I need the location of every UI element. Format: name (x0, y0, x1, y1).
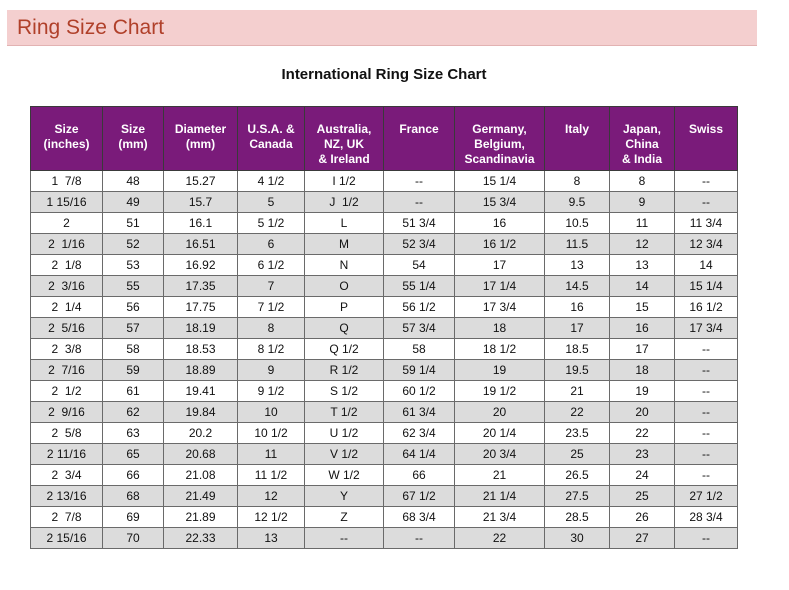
table-cell: O (305, 276, 384, 297)
table-cell: 23.5 (545, 423, 610, 444)
table-cell: 60 1/2 (384, 381, 455, 402)
table-row (31, 507, 738, 528)
table-cell: 10 1/2 (238, 423, 305, 444)
table-cell: -- (675, 360, 738, 381)
table-row (31, 213, 738, 234)
table-cell: 55 (103, 276, 164, 297)
table-cell: 23 (610, 444, 675, 465)
table-cell: 11 3/4 (675, 213, 738, 234)
table-row (31, 297, 738, 318)
table-row (31, 402, 738, 423)
table-cell: -- (675, 339, 738, 360)
table-cell: 2 5/16 (31, 318, 103, 339)
table-cell: 12 1/2 (238, 507, 305, 528)
table-cell: 28.5 (545, 507, 610, 528)
table-cell: 12 (238, 486, 305, 507)
table-cell: 26 (610, 507, 675, 528)
table-cell: 5 (238, 192, 305, 213)
table-cell: 19 1/2 (455, 381, 545, 402)
table-cell: 11 (238, 444, 305, 465)
table-cell: 8 1/2 (238, 339, 305, 360)
table-cell: 18.53 (164, 339, 238, 360)
table-cell: 62 3/4 (384, 423, 455, 444)
table-body (31, 171, 738, 549)
table-cell: -- (305, 528, 384, 549)
table-cell: 9 (610, 192, 675, 213)
table-header-row (31, 107, 738, 171)
table-cell: 49 (103, 192, 164, 213)
table-cell: 8 (610, 171, 675, 192)
table-cell: 18.5 (545, 339, 610, 360)
table-cell: 68 3/4 (384, 507, 455, 528)
table-cell: 56 (103, 297, 164, 318)
table-cell: 16 1/2 (675, 297, 738, 318)
table-cell: 27 1/2 (675, 486, 738, 507)
table-cell: 56 1/2 (384, 297, 455, 318)
table-cell: 17 3/4 (675, 318, 738, 339)
table-cell: 2 9/16 (31, 402, 103, 423)
table-row (31, 192, 738, 213)
table-cell: 69 (103, 507, 164, 528)
table-cell: 58 (384, 339, 455, 360)
table-cell: 21 (545, 381, 610, 402)
table-cell: 54 (384, 255, 455, 276)
chart-title: International Ring Size Chart (281, 66, 487, 83)
table-cell: 30 (545, 528, 610, 549)
table-cell: 58 (103, 339, 164, 360)
table-cell: -- (384, 171, 455, 192)
table-cell: 16 1/2 (455, 234, 545, 255)
table-cell: 48 (103, 171, 164, 192)
table-cell: 18 (455, 318, 545, 339)
col-header-size-inches: Size (inches) (31, 107, 103, 171)
table-cell: 2 13/16 (31, 486, 103, 507)
table-cell: 15.7 (164, 192, 238, 213)
table-cell: 25 (545, 444, 610, 465)
table-cell: Q (305, 318, 384, 339)
table-cell: 16.92 (164, 255, 238, 276)
table-cell: 68 (103, 486, 164, 507)
table-row (31, 360, 738, 381)
table-cell: -- (675, 465, 738, 486)
table-cell: 17 (545, 318, 610, 339)
table-cell: 14 (610, 276, 675, 297)
table-cell: 10.5 (545, 213, 610, 234)
table-cell: 21.08 (164, 465, 238, 486)
table-cell: 21 3/4 (455, 507, 545, 528)
table-cell: 15 (610, 297, 675, 318)
table-row (31, 528, 738, 549)
table-cell: 9 (238, 360, 305, 381)
table-cell: -- (675, 192, 738, 213)
table-cell: 62 (103, 402, 164, 423)
table-cell: 22 (545, 402, 610, 423)
table-cell: 27 (610, 528, 675, 549)
table-cell: W 1/2 (305, 465, 384, 486)
table-cell: 6 1/2 (238, 255, 305, 276)
table-cell: 21.49 (164, 486, 238, 507)
table-cell: 11 (610, 213, 675, 234)
table-cell: 27.5 (545, 486, 610, 507)
table-cell: 20.68 (164, 444, 238, 465)
table-cell: 1 7/8 (31, 171, 103, 192)
table-row (31, 255, 738, 276)
table-cell: 18 1/2 (455, 339, 545, 360)
table-cell: 13 (238, 528, 305, 549)
table-cell: 8 (545, 171, 610, 192)
header-bar (7, 10, 757, 46)
table-cell: 65 (103, 444, 164, 465)
col-header-australia-uk: Australia, NZ, UK & Ireland (305, 107, 384, 171)
table-cell: 2 15/16 (31, 528, 103, 549)
table-cell: 17 (455, 255, 545, 276)
table-cell: L (305, 213, 384, 234)
table-row (31, 381, 738, 402)
table-cell: 15 1/4 (675, 276, 738, 297)
table-cell: S 1/2 (305, 381, 384, 402)
table-cell: 2 1/8 (31, 255, 103, 276)
table-cell: 2 1/2 (31, 381, 103, 402)
table-cell: 15 3/4 (455, 192, 545, 213)
table-cell: 21 (455, 465, 545, 486)
ring-size-table (30, 106, 738, 549)
table-cell: 17.35 (164, 276, 238, 297)
table-cell: 51 (103, 213, 164, 234)
table-cell: 59 1/4 (384, 360, 455, 381)
table-cell: 2 5/8 (31, 423, 103, 444)
table-cell: 2 3/8 (31, 339, 103, 360)
table-cell: 19 (455, 360, 545, 381)
table-cell: 19.5 (545, 360, 610, 381)
table-cell: 16 (610, 318, 675, 339)
table-cell: N (305, 255, 384, 276)
table-cell: 70 (103, 528, 164, 549)
col-header-japan: Japan, China & India (610, 107, 675, 171)
table-cell: 20 (610, 402, 675, 423)
table-cell: 66 (384, 465, 455, 486)
table-cell: 22 (455, 528, 545, 549)
table-cell: 19 (610, 381, 675, 402)
col-header-germany: Germany, Belgium, Scandinavia (455, 107, 545, 171)
col-header-diameter: Diameter (mm) (164, 107, 238, 171)
table-cell: 64 1/4 (384, 444, 455, 465)
col-header-italy: Italy (545, 107, 610, 171)
table-cell: 7 (238, 276, 305, 297)
col-header-france: France (384, 107, 455, 171)
table-cell: 4 1/2 (238, 171, 305, 192)
table-cell: 13 (545, 255, 610, 276)
table-cell: 24 (610, 465, 675, 486)
table-cell: 18 (610, 360, 675, 381)
table-cell: -- (675, 444, 738, 465)
table-row (31, 423, 738, 444)
table-cell: 5 1/2 (238, 213, 305, 234)
table-cell: 7 1/2 (238, 297, 305, 318)
table-cell: 15 1/4 (455, 171, 545, 192)
table-cell: Y (305, 486, 384, 507)
table-cell: 2 3/16 (31, 276, 103, 297)
table-cell: 2 (31, 213, 103, 234)
table-cell: 22.33 (164, 528, 238, 549)
table-cell: 16.51 (164, 234, 238, 255)
table-cell: 57 3/4 (384, 318, 455, 339)
table-cell: 22 (610, 423, 675, 444)
table-cell: -- (675, 528, 738, 549)
table-cell: 18.19 (164, 318, 238, 339)
table-cell: 20 3/4 (455, 444, 545, 465)
table-row (31, 444, 738, 465)
table-cell: 17.75 (164, 297, 238, 318)
table-cell: 2 11/16 (31, 444, 103, 465)
table-cell: -- (384, 528, 455, 549)
table-cell: 55 1/4 (384, 276, 455, 297)
table-cell: 19.84 (164, 402, 238, 423)
table-cell: M (305, 234, 384, 255)
col-header-size-mm: Size (mm) (103, 107, 164, 171)
table-cell: 52 3/4 (384, 234, 455, 255)
table-cell: U 1/2 (305, 423, 384, 444)
table-cell: 16 (545, 297, 610, 318)
table-row (31, 486, 738, 507)
table-cell: 20 (455, 402, 545, 423)
table-cell: 6 (238, 234, 305, 255)
table-cell: -- (675, 171, 738, 192)
table-cell: 28 3/4 (675, 507, 738, 528)
table-cell: P (305, 297, 384, 318)
table-cell: 13 (610, 255, 675, 276)
table-cell: -- (675, 402, 738, 423)
table-cell: 2 1/16 (31, 234, 103, 255)
table-row (31, 234, 738, 255)
table-cell: 61 3/4 (384, 402, 455, 423)
table-cell: 10 (238, 402, 305, 423)
table-row (31, 465, 738, 486)
table-cell: -- (675, 423, 738, 444)
table-cell: 16.1 (164, 213, 238, 234)
table-cell: 63 (103, 423, 164, 444)
table-cell: 52 (103, 234, 164, 255)
table-cell: 2 1/4 (31, 297, 103, 318)
table-row (31, 318, 738, 339)
table-cell: Q 1/2 (305, 339, 384, 360)
table-cell: -- (675, 381, 738, 402)
table-cell: 19.41 (164, 381, 238, 402)
table-cell: Z (305, 507, 384, 528)
table-cell: 53 (103, 255, 164, 276)
table-cell: R 1/2 (305, 360, 384, 381)
table-cell: 57 (103, 318, 164, 339)
table-cell: 67 1/2 (384, 486, 455, 507)
table-cell: 14.5 (545, 276, 610, 297)
table-cell: 59 (103, 360, 164, 381)
table-cell: 2 3/4 (31, 465, 103, 486)
table-cell: 14 (675, 255, 738, 276)
table-cell: 12 3/4 (675, 234, 738, 255)
table-cell: 20.2 (164, 423, 238, 444)
table-cell: J 1/2 (305, 192, 384, 213)
table-cell: 15.27 (164, 171, 238, 192)
table-cell: 2 7/8 (31, 507, 103, 528)
table-cell: V 1/2 (305, 444, 384, 465)
table-cell: 66 (103, 465, 164, 486)
table-cell: 17 1/4 (455, 276, 545, 297)
col-header-usa-canada: U.S.A. & Canada (238, 107, 305, 171)
table-cell: 21.89 (164, 507, 238, 528)
table-cell: 21 1/4 (455, 486, 545, 507)
table-cell: 17 3/4 (455, 297, 545, 318)
table-cell: 25 (610, 486, 675, 507)
table-cell: 9.5 (545, 192, 610, 213)
table-cell: T 1/2 (305, 402, 384, 423)
table-cell: 20 1/4 (455, 423, 545, 444)
table-cell: 12 (610, 234, 675, 255)
table-cell: I 1/2 (305, 171, 384, 192)
table-cell: 26.5 (545, 465, 610, 486)
table-cell: 11.5 (545, 234, 610, 255)
table-cell: 17 (610, 339, 675, 360)
page-title: Ring Size Chart (17, 16, 165, 39)
table-cell: 18.89 (164, 360, 238, 381)
table-row (31, 276, 738, 297)
col-header-swiss: Swiss (675, 107, 738, 171)
table-cell: 8 (238, 318, 305, 339)
table-cell: 16 (455, 213, 545, 234)
table-cell: -- (384, 192, 455, 213)
table-cell: 61 (103, 381, 164, 402)
table-cell: 9 1/2 (238, 381, 305, 402)
table-row (31, 339, 738, 360)
table-cell: 1 15/16 (31, 192, 103, 213)
table-cell: 51 3/4 (384, 213, 455, 234)
table-cell: 11 1/2 (238, 465, 305, 486)
table-row (31, 171, 738, 192)
table-cell: 2 7/16 (31, 360, 103, 381)
